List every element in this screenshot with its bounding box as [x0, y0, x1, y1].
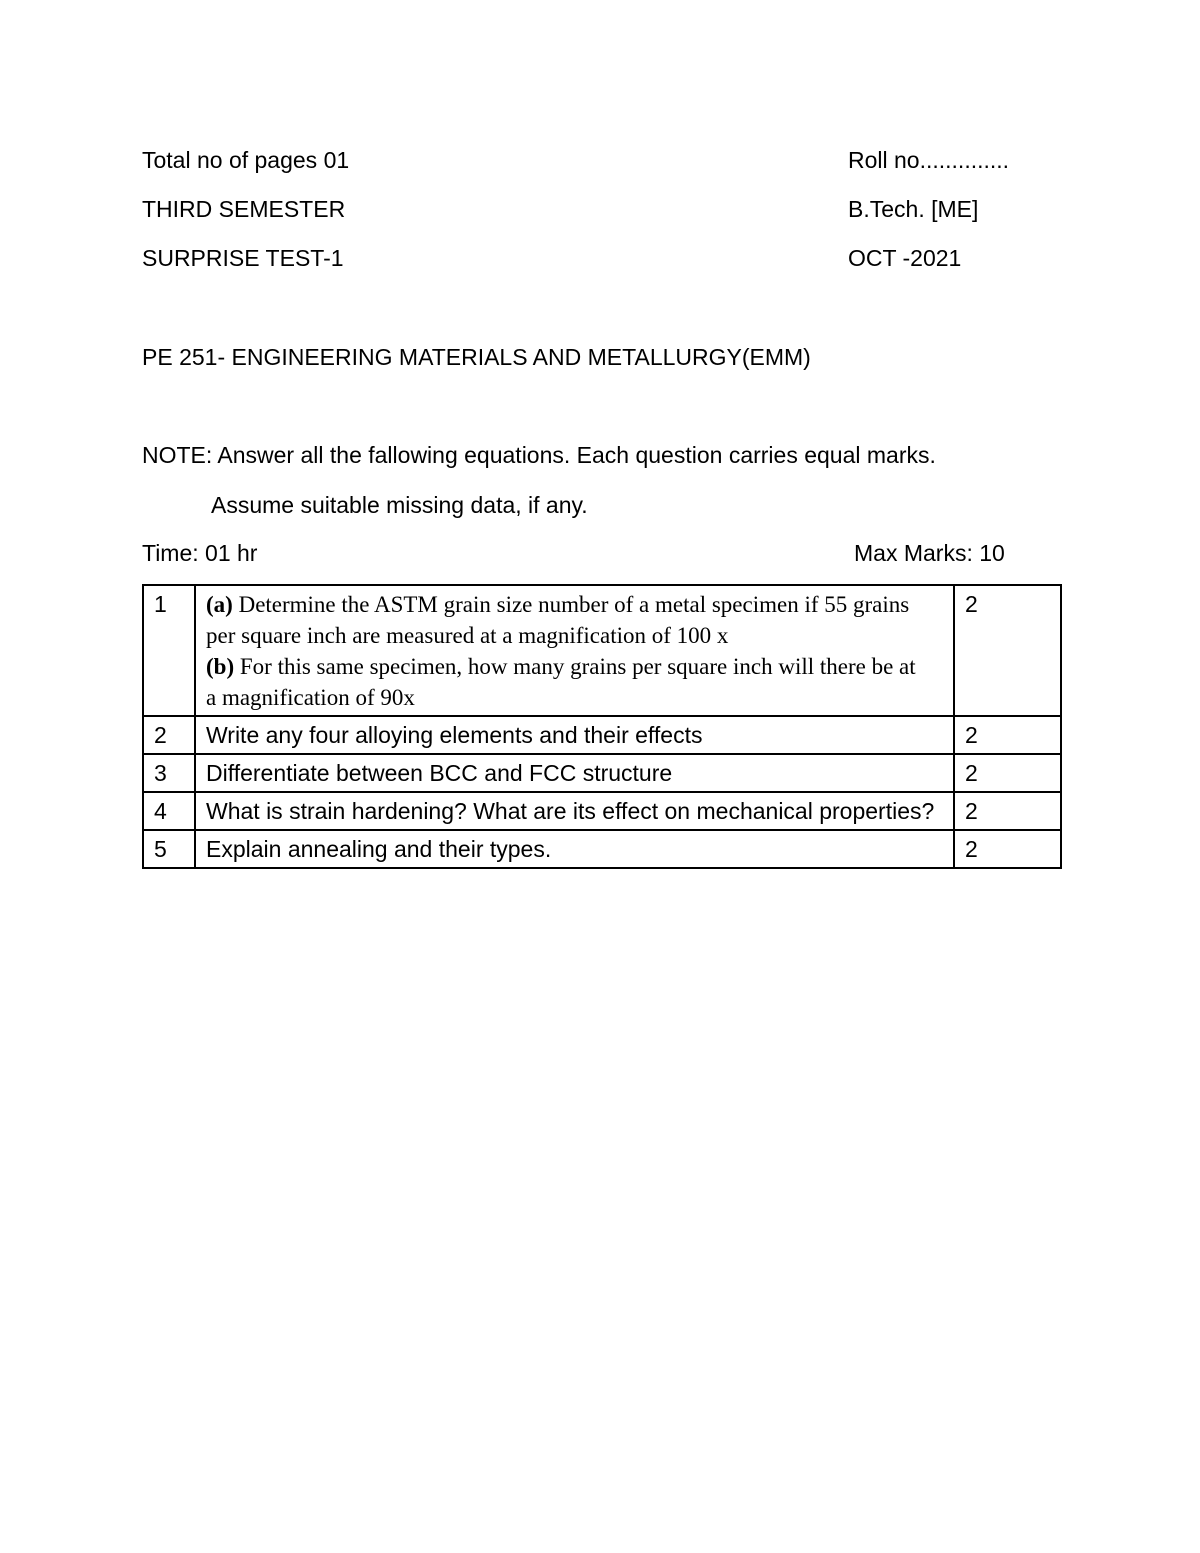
question-text: Explain annealing and their types.: [195, 830, 954, 868]
question-part-b: [206, 651, 943, 682]
question-text: Differentiate between BCC and FCC structure: [195, 754, 954, 792]
question-number: 1: [143, 585, 195, 716]
roll-number: Roll no..............: [848, 147, 1010, 173]
question-number: 2: [143, 716, 195, 754]
question-marks: 2: [954, 585, 1061, 716]
part-a-line1: Determine the ASTM grain size number of a metal specimen if 55 grains: [238, 592, 910, 617]
questions-table: [142, 584, 1062, 869]
part-b-label: (b): [206, 654, 235, 679]
question-marks: 2: [954, 830, 1061, 868]
table-row: [143, 585, 1061, 716]
question-marks: 2: [954, 716, 1061, 754]
question-text: What is strain hardening? What are its effect on mechanical properties?: [195, 792, 954, 830]
program: B.Tech. [ME]: [848, 196, 979, 222]
question-marks: 2: [954, 792, 1061, 830]
total-pages: Total no of pages 01: [142, 147, 350, 173]
part-a-label: (a): [206, 592, 233, 617]
question-number: 3: [143, 754, 195, 792]
question-part-a: [206, 589, 943, 620]
course-title: PE 251- ENGINEERING MATERIALS AND METALLURGY(EMM): [142, 344, 811, 370]
part-a-line2: per square inch are measured at a magnification of 100 x: [206, 623, 729, 648]
part-b-line2: a magnification of 90x: [206, 685, 415, 710]
question-text: [195, 585, 954, 716]
time-allowed: Time: 01 hr: [142, 540, 258, 566]
exam-date: OCT -2021: [848, 245, 962, 271]
table-row: [143, 754, 1061, 792]
assume-text: Assume suitable missing data, if any.: [211, 492, 588, 518]
max-marks: Max Marks: 10: [854, 540, 1005, 566]
question-number: 5: [143, 830, 195, 868]
question-marks: 2: [954, 754, 1061, 792]
note-text: NOTE: Answer all the fallowing equations. Each question carries equal marks.: [142, 442, 936, 468]
table-row: [143, 716, 1061, 754]
table-row: [143, 830, 1061, 868]
question-number: 4: [143, 792, 195, 830]
semester: THIRD SEMESTER: [142, 196, 346, 222]
test-name: SURPRISE TEST-1: [142, 245, 344, 271]
part-b-line1: For this same specimen, how many grains per square inch will there be at: [239, 654, 916, 679]
table-row: [143, 792, 1061, 830]
question-text: Write any four alloying elements and their effects: [195, 716, 954, 754]
